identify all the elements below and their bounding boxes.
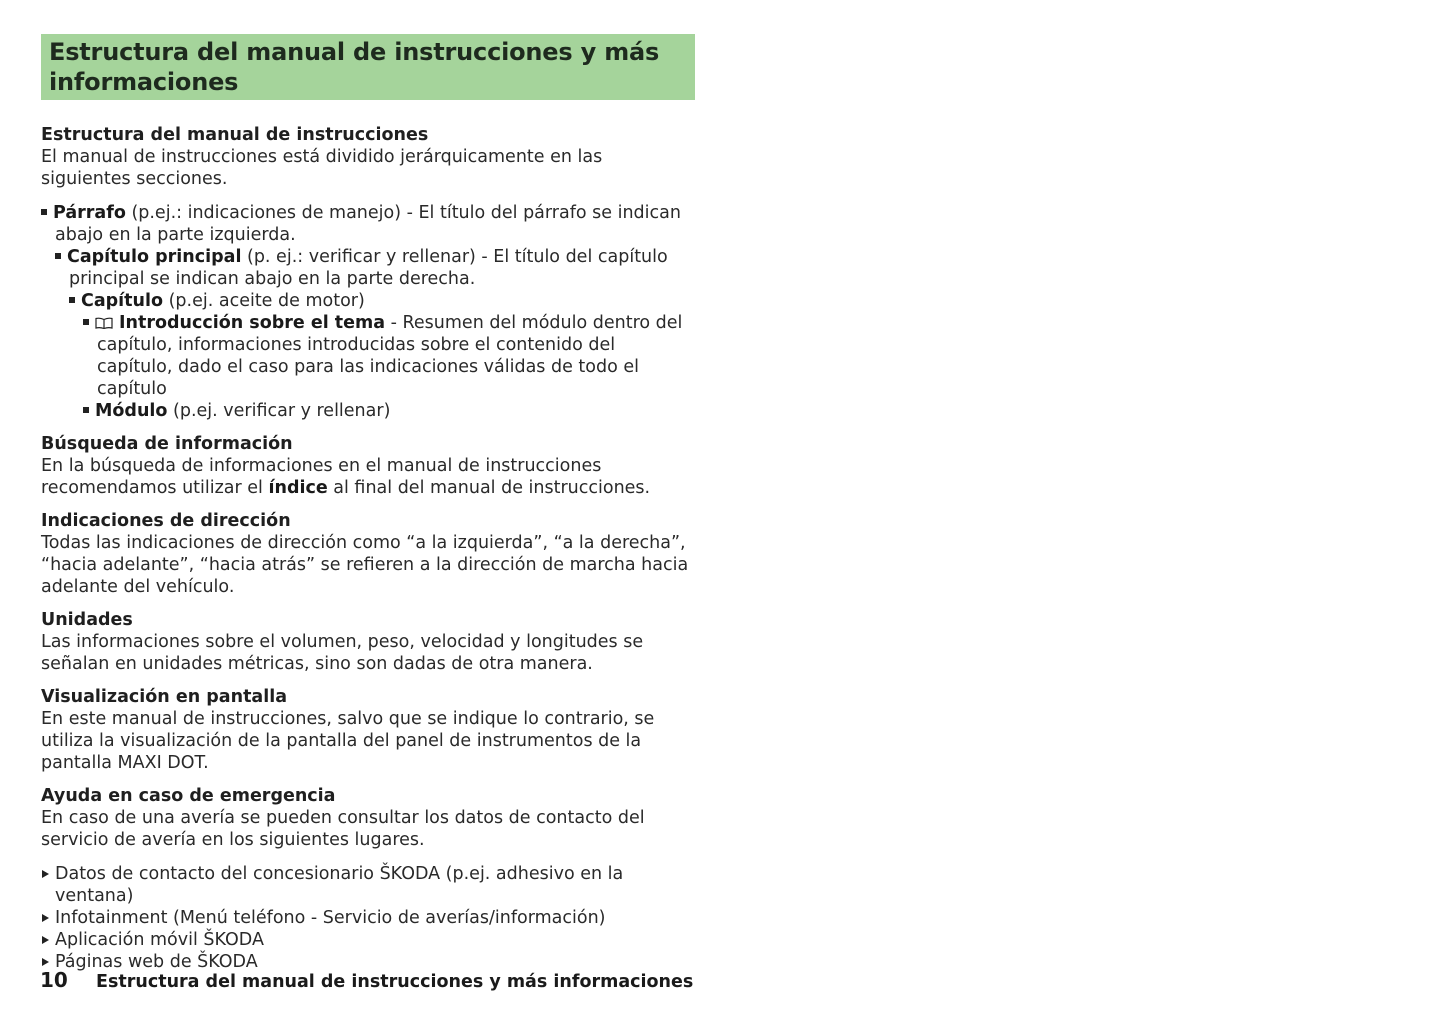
section-text: El manual de instrucciones está dividido jerárquicamente en las siguientes secciones. [41,147,603,189]
emergency-list [41,863,695,973]
section-text: En caso de una avería se pueden consultar los datos de contacto del servicio de avería en los siguientes lugares. [41,808,645,850]
list-item [41,929,695,951]
section-unidades [41,609,695,675]
item-text: Páginas web de ŠKODA [55,952,258,972]
item-text: (p.ej. verificar y rellenar) [167,401,391,421]
item-label: Introducción sobre el tema [119,313,386,333]
list-item [41,907,695,929]
section-direccion [41,510,695,598]
section-heading: Unidades [41,610,133,630]
section-text: Las informaciones sobre el volumen, peso, velocidad y longitudes se señalan en unidades métricas, sino son dadas de otra manera. [41,632,644,674]
section-visualizacion [41,686,695,774]
page-content [41,34,695,973]
list-item-introduccion [41,312,695,400]
list-item-parrafo [41,202,695,246]
section-heading: Búsqueda de información [41,434,293,454]
page-footer [40,968,740,992]
section-heading: Indicaciones de dirección [41,511,291,531]
section-estructura [41,124,695,190]
title-banner [41,34,695,100]
footer-title: Estructura del manual de instrucciones y más informaciones [96,972,694,992]
text-part: En la búsqueda de informaciones en el manual de instrucciones recomendamos utilizar el [41,456,602,498]
item-text: Aplicación móvil ŠKODA [55,930,264,950]
page-number: 10 [40,968,68,992]
page-title: Estructura del manual de instrucciones y más informaciones [49,38,660,96]
bullet-icon [41,209,47,215]
list-item-capitulo-principal [41,246,695,290]
section-heading: Estructura del manual de instrucciones [41,125,429,145]
section-text: Todas las indicaciones de dirección como “a la izquierda”, “a la derecha”, “hacia adelante”, “hacia atrás” se refieren a la dirección de marcha hacia adelante del vehículo. [41,533,689,597]
list-item-capitulo [41,290,695,312]
item-text: Infotainment (Menú teléfono - Servicio de averías/información) [55,908,606,928]
item-text: (p. ej.: verificar y rellenar) - El título del capítulo principal se indican abajo en la parte derecha. [69,247,668,289]
bullet-icon [83,407,89,413]
arrow-right-icon [42,870,49,878]
list-item [41,863,695,907]
item-text: (p.ej.: indicaciones de manejo) - El título del párrafo se indican abajo en la parte izquierda. [55,203,681,245]
section-heading: Ayuda en caso de emergencia [41,786,336,806]
index-term: índice [268,478,328,498]
section-text [41,455,681,499]
item-text: (p.ej. aceite de motor) [163,291,365,311]
section-emergencia [41,785,695,851]
arrow-right-icon [42,936,49,944]
bullet-icon [55,253,61,259]
section-busqueda [41,433,695,499]
section-text: En este manual de instrucciones, salvo que se indique lo contrario, se utiliza la visualización de la pantalla del panel de instrumentos de la pantalla MAXI DOT. [41,709,655,773]
bullet-icon [69,297,75,303]
open-book-icon [95,317,113,329]
section-heading: Visualización en pantalla [41,687,288,707]
item-label: Capítulo principal [67,247,242,267]
item-label: Capítulo [81,291,164,311]
item-label: Módulo [95,401,168,421]
bullet-icon [83,319,89,325]
item-label: Párrafo [53,203,126,223]
arrow-right-icon [42,914,49,922]
item-text: - Resumen del módulo dentro del capítulo, informaciones introducidas sobre el contenido del capítulo, dado el caso para las indicaciones válidas de todo el capítulo [97,313,683,399]
hierarchy-list [41,202,695,422]
item-text: Datos de contacto del concesionario ŠKODA (p.ej. adhesivo en la ventana) [55,864,624,906]
arrow-right-icon [42,958,49,966]
text-part: al final del manual de instrucciones. [327,478,651,498]
list-item-modulo [41,400,695,422]
